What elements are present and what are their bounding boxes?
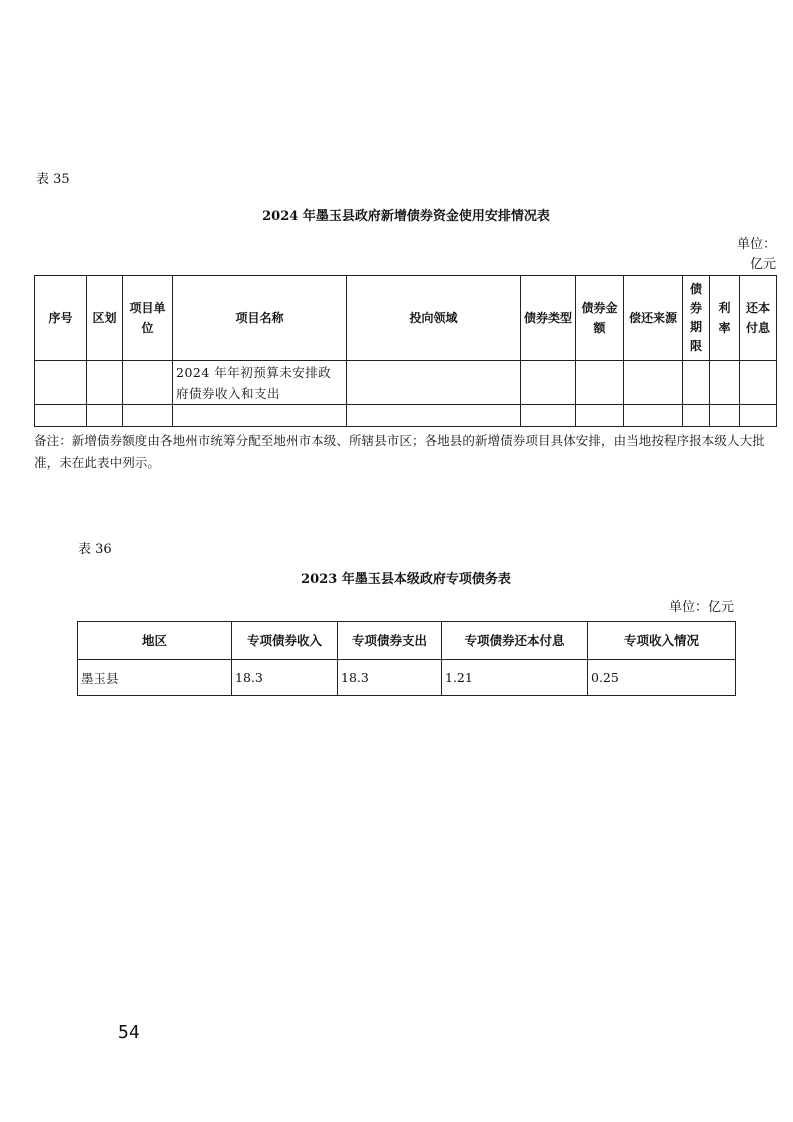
table35-unit-line2: 亿元 xyxy=(749,257,776,272)
table-cell xyxy=(683,361,710,405)
table-cell xyxy=(35,361,87,405)
table35-unit-line1: 单位： xyxy=(736,237,776,252)
table35-header-cell: 区划 xyxy=(87,276,123,361)
table-cell xyxy=(87,361,123,405)
table35-header-cell: 债券期限 xyxy=(683,276,710,361)
table-row xyxy=(78,660,736,696)
table-row xyxy=(35,361,777,405)
table-cell xyxy=(624,361,683,405)
table-cell: 2024 年年初预算未安排政府债券收入和支出 xyxy=(173,361,347,405)
table35-header-cell: 偿还来源 xyxy=(624,276,683,361)
table36-header-cell: 专项债券收入 xyxy=(232,622,338,660)
table36-header-row xyxy=(78,622,736,660)
page-number: 54 xyxy=(118,1022,140,1043)
table35-note: 备注：新增债券额度由各地州市统筹分配至地州市本级、所辖县市区；各地县的新增债券项目具体安排，由当地按程序报本级人大批准，未在此表中列示。 xyxy=(34,433,765,470)
table-cell xyxy=(123,361,173,405)
table-cell xyxy=(521,405,576,427)
table35-header-cell: 项目名称 xyxy=(173,276,347,361)
table36-title: 2023 年墨玉县本级政府专项债务表 xyxy=(301,572,511,587)
table-cell xyxy=(347,405,521,427)
table35 xyxy=(34,275,777,427)
table-row xyxy=(35,405,777,427)
table-cell xyxy=(123,405,173,427)
table35-header-row xyxy=(35,276,777,361)
table-cell xyxy=(87,405,123,427)
table-cell xyxy=(683,405,710,427)
table-cell: 0.25 xyxy=(588,660,736,696)
table-cell xyxy=(710,361,740,405)
table36-header-cell: 专项债券还本付息 xyxy=(442,622,588,660)
table-cell xyxy=(576,405,624,427)
table35-header-cell: 还本付息 xyxy=(740,276,777,361)
table35-header-cell: 债券类型 xyxy=(521,276,576,361)
table-cell xyxy=(347,361,521,405)
table35-label: 表 35 xyxy=(36,172,70,187)
table36 xyxy=(77,621,736,696)
table-cell xyxy=(710,405,740,427)
table35-header-cell: 利率 xyxy=(710,276,740,361)
table-cell: 18.3 xyxy=(232,660,338,696)
table-cell xyxy=(740,361,777,405)
table35-header-cell: 债券金额 xyxy=(576,276,624,361)
table-cell: 18.3 xyxy=(338,660,442,696)
table36-header-cell: 专项债券支出 xyxy=(338,622,442,660)
table-cell xyxy=(576,361,624,405)
table-cell xyxy=(35,405,87,427)
table36-header-cell: 专项收入情况 xyxy=(588,622,736,660)
table-cell xyxy=(173,405,347,427)
table36-unit: 单位：亿元 xyxy=(668,600,734,615)
table35-header-cell: 投向领域 xyxy=(347,276,521,361)
table35-header-cell: 序号 xyxy=(35,276,87,361)
table-cell: 1.21 xyxy=(442,660,588,696)
table-cell xyxy=(521,361,576,405)
table35-header-cell: 项目单位 xyxy=(123,276,173,361)
table-cell xyxy=(740,405,777,427)
table36-header-cell: 地区 xyxy=(78,622,232,660)
table35-unit xyxy=(700,235,776,275)
table-cell: 墨玉县 xyxy=(78,660,232,696)
table35-title: 2024 年墨玉县政府新增债券资金使用安排情况表 xyxy=(262,209,550,224)
table-cell xyxy=(624,405,683,427)
table36-label: 表 36 xyxy=(78,542,112,557)
